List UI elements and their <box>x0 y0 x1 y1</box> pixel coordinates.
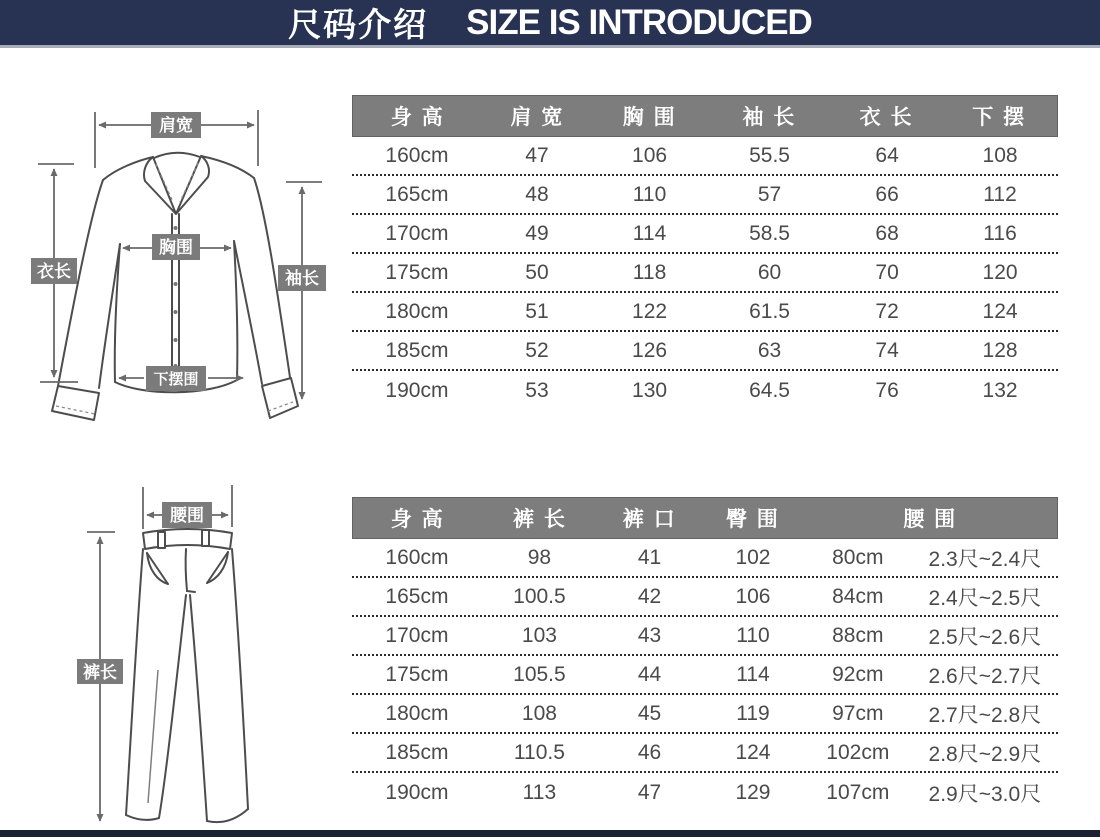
pants-crease-line <box>148 670 158 803</box>
table-cell: 102cm <box>826 740 890 764</box>
table-cell: 190cm <box>385 780 449 804</box>
table-cell: 53 <box>525 378 549 402</box>
table-cell: 97cm <box>832 701 884 725</box>
pants-table-body <box>352 539 1058 812</box>
table-cell: 190cm <box>385 378 449 402</box>
table-cell: 76 <box>875 378 899 402</box>
shirt-col-chest: 胸 围 <box>622 106 677 129</box>
hem-label: 下摆围 <box>153 371 199 388</box>
table-cell: 47 <box>525 143 549 167</box>
table-cell: 58.5 <box>749 221 790 245</box>
table-cell: 61.5 <box>749 299 790 323</box>
table-cell: 160cm <box>385 545 449 569</box>
table-cell: 50 <box>525 260 549 284</box>
table-cell: 57 <box>757 182 782 206</box>
table-cell: 102 <box>735 545 771 569</box>
table-cell: 132 <box>982 378 1018 402</box>
shirt-col-hem: 下 摆 <box>972 106 1027 129</box>
table-cell: 80cm <box>832 545 884 569</box>
shirt-col-height: 身 高 <box>390 106 445 129</box>
table-cell: 74 <box>875 338 899 362</box>
table-cell: 52 <box>525 338 549 362</box>
shirt-col-length: 衣 长 <box>859 106 914 129</box>
banner-title-en: SIZE IS INTRODUCED <box>466 2 812 42</box>
table-cell: 68 <box>875 221 899 245</box>
table-cell: 2.4尺~2.5尺 <box>928 586 1042 610</box>
shirt-table-body <box>352 137 1058 410</box>
table-cell: 43 <box>637 623 662 647</box>
table-cell: 2.9尺~3.0尺 <box>928 782 1042 806</box>
waist-label: 腰围 <box>170 506 204 525</box>
table-cell: 70 <box>875 260 899 284</box>
table-cell: 165cm <box>385 584 449 608</box>
table-cell: 55.5 <box>749 143 790 167</box>
table-cell: 110 <box>632 182 667 206</box>
table-cell: 112 <box>983 182 1017 206</box>
table-row <box>352 332 1058 371</box>
table-cell: 44 <box>637 662 662 686</box>
table-cell: 114 <box>736 662 770 686</box>
table-cell: 119 <box>736 701 770 725</box>
table-cell: 46 <box>637 740 662 764</box>
table-row <box>352 734 1058 773</box>
table-cell: 113 <box>522 780 557 804</box>
table-cell: 110 <box>736 623 770 647</box>
table-row <box>352 176 1058 215</box>
table-cell: 124 <box>982 299 1018 323</box>
sleeve-length-label: 袖长 <box>285 269 319 288</box>
table-cell: 160cm <box>385 143 449 167</box>
table-row <box>352 539 1058 578</box>
pants-col-height: 身 高 <box>390 508 445 531</box>
table-row <box>352 293 1058 332</box>
table-cell: 2.7尺~2.8尺 <box>928 703 1042 727</box>
table-cell: 42 <box>637 584 662 608</box>
table-cell: 116 <box>983 221 1017 245</box>
table-cell: 92cm <box>832 662 884 686</box>
table-cell: 64.5 <box>749 378 790 402</box>
table-cell: 2.3尺~2.4尺 <box>928 547 1042 571</box>
pants-col-length: 裤 长 <box>512 508 567 531</box>
pants-table-header <box>352 497 1058 539</box>
table-cell: 51 <box>525 299 549 323</box>
pants-col-waist: 腰 围 <box>903 508 958 531</box>
pants-col-hip: 臀 围 <box>725 508 780 531</box>
table-cell: 88cm <box>832 623 884 647</box>
table-cell: 49 <box>525 221 549 245</box>
table-cell: 105.5 <box>513 662 566 686</box>
table-cell: 47 <box>637 780 662 804</box>
table-row <box>352 617 1058 656</box>
table-cell: 103 <box>521 623 557 647</box>
table-cell: 175cm <box>385 260 449 284</box>
table-cell: 2.6尺~2.7尺 <box>928 664 1042 688</box>
shirt-diagram <box>8 66 338 426</box>
table-cell: 122 <box>632 299 668 323</box>
table-cell: 185cm <box>385 338 449 362</box>
table-cell: 180cm <box>385 299 449 323</box>
table-cell: 64 <box>875 143 899 167</box>
table-cell: 126 <box>632 338 668 362</box>
table-cell: 175cm <box>385 662 449 686</box>
table-cell: 108 <box>982 143 1018 167</box>
banner-title-cn: 尺码介绍 <box>288 6 429 43</box>
shirt-col-shoulder: 肩 宽 <box>510 106 565 129</box>
table-row <box>352 137 1058 176</box>
pants-outline <box>126 529 248 822</box>
table-cell: 129 <box>735 780 771 804</box>
table-cell: 66 <box>875 182 899 206</box>
table-cell: 128 <box>982 338 1018 362</box>
garment-length-label: 衣长 <box>37 262 71 281</box>
table-cell: 185cm <box>385 740 449 764</box>
table-cell: 2.8尺~2.9尺 <box>928 742 1042 766</box>
table-cell: 108 <box>521 701 557 725</box>
table-row <box>352 656 1058 695</box>
table-row <box>352 578 1058 617</box>
shirt-table-header <box>352 95 1058 137</box>
table-row <box>352 254 1058 293</box>
table-cell: 60 <box>757 260 782 284</box>
table-cell: 165cm <box>385 182 449 206</box>
table-cell: 118 <box>632 260 667 284</box>
shirt-size-table <box>352 95 1058 410</box>
table-cell: 120 <box>982 260 1018 284</box>
table-row <box>352 371 1058 410</box>
table-cell: 106 <box>735 584 771 608</box>
table-cell: 48 <box>525 182 549 206</box>
pants-size-table <box>352 497 1058 812</box>
table-cell: 106 <box>632 143 668 167</box>
pants-diagram <box>55 475 345 840</box>
chest-label: 胸围 <box>159 238 193 257</box>
table-cell: 84cm <box>832 584 884 608</box>
table-cell: 130 <box>632 378 668 402</box>
table-cell: 124 <box>735 740 771 764</box>
shirt-col-sleeve: 袖 长 <box>742 106 797 129</box>
table-cell: 100.5 <box>513 584 566 608</box>
table-cell: 170cm <box>385 623 449 647</box>
table-cell: 41 <box>637 545 662 569</box>
shoulder-width-label: 肩宽 <box>159 116 193 135</box>
table-row <box>352 215 1058 254</box>
table-cell: 45 <box>637 701 662 725</box>
table-cell: 63 <box>757 338 782 362</box>
pants-col-opening: 裤 口 <box>622 508 677 531</box>
table-cell: 180cm <box>385 701 449 725</box>
pants-length-label: 裤长 <box>83 663 117 682</box>
table-cell: 98 <box>527 545 552 569</box>
table-row <box>352 773 1058 812</box>
table-cell: 107cm <box>826 780 890 804</box>
table-cell: 110.5 <box>513 740 565 764</box>
table-cell: 114 <box>632 221 667 245</box>
table-row <box>352 695 1058 734</box>
table-cell: 2.5尺~2.6尺 <box>928 625 1042 649</box>
banner <box>0 0 1100 48</box>
bottom-divider-strip <box>0 830 1100 837</box>
table-cell: 170cm <box>385 221 449 245</box>
table-cell: 72 <box>875 299 899 323</box>
